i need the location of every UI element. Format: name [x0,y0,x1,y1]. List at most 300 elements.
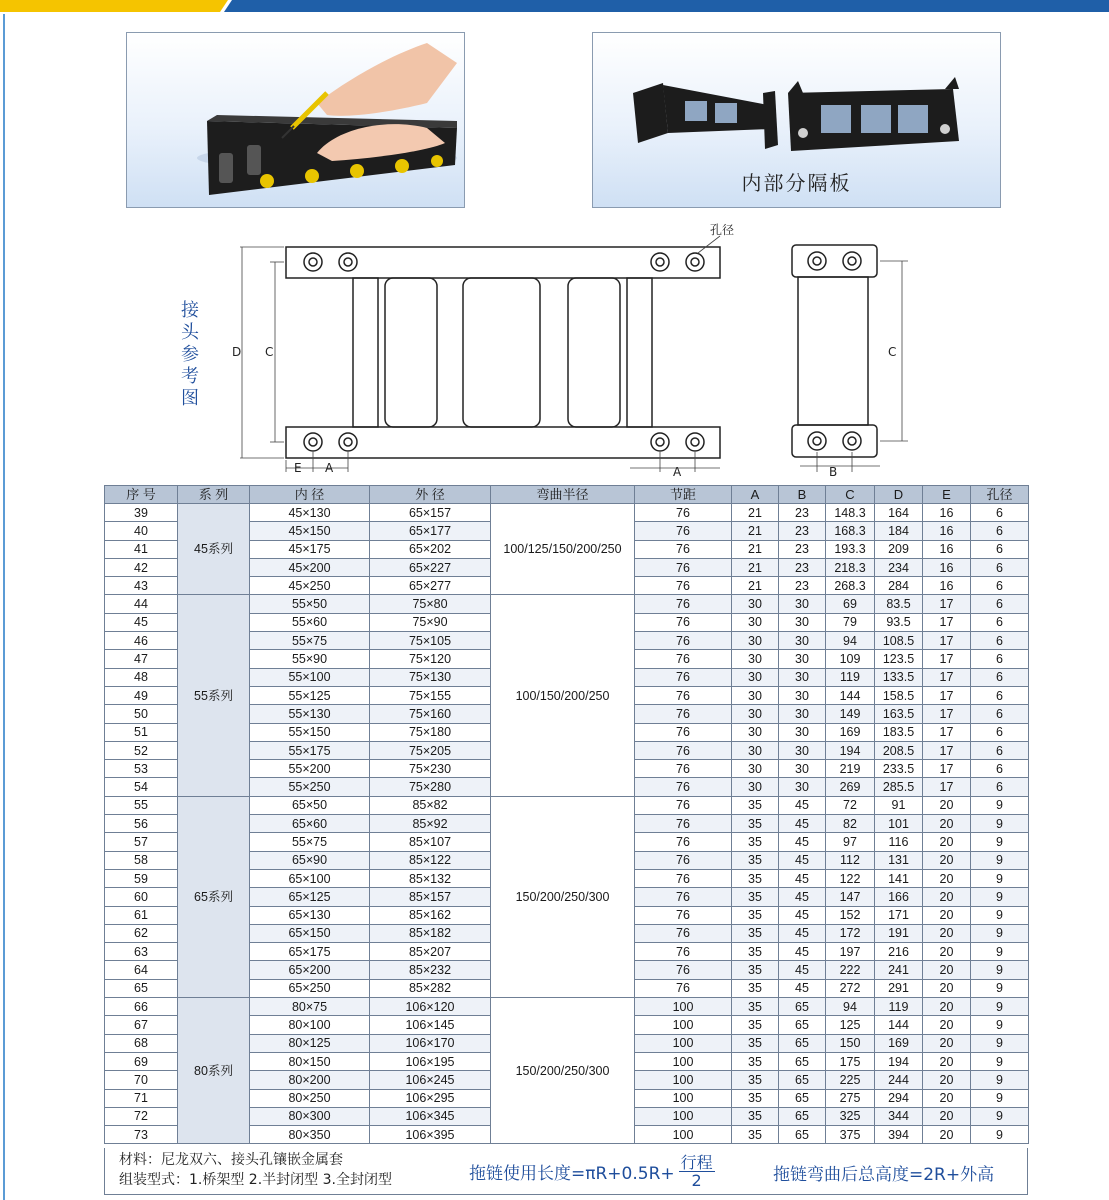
table-cell: 9 [971,906,1029,924]
connector-drawing [220,220,920,482]
table-cell: 45 [779,833,826,851]
table-cell: 6 [971,760,1029,778]
top-stripe [0,0,1109,12]
table-cell: 148.3 [826,504,875,522]
table-cell: 9 [971,1071,1029,1089]
dim-b-label: B [829,465,838,479]
length-formula [469,1154,715,1189]
table-cell: 75×130 [370,668,491,686]
table-cell: 219 [826,760,875,778]
table-cell: 65×125 [250,888,370,906]
table-cell: 65×177 [370,522,491,540]
table-cell: 272 [826,979,875,997]
table-cell: 20 [923,998,971,1016]
table-cell: 40 [105,522,178,540]
table-cell: 65×90 [250,851,370,869]
table-cell: 171 [875,906,923,924]
spec-footer [104,1148,1028,1195]
table-cell: 325 [826,1107,875,1125]
table-cell: 191 [875,924,923,942]
table-cell: 244 [875,1071,923,1089]
table-cell: 30 [779,760,826,778]
table-cell: 83.5 [875,595,923,613]
table-cell: 47 [105,650,178,668]
table-cell: 6 [971,504,1029,522]
table-cell: 65×60 [250,815,370,833]
table-cell: 183.5 [875,723,923,741]
table-cell: 80×75 [250,998,370,1016]
table-cell: 75×155 [370,686,491,704]
table-cell: 69 [105,1052,178,1070]
table-cell: 76 [635,723,732,741]
table-cell: 65 [779,998,826,1016]
table-cell: 45 [779,979,826,997]
table-cell: 106×120 [370,998,491,1016]
table-cell: 16 [923,540,971,558]
table-cell: 61 [105,906,178,924]
title-char: 参 [181,344,199,365]
spec-table [104,485,1029,1144]
table-cell: 76 [635,815,732,833]
table-cell: 234 [875,558,923,576]
table-cell: 291 [875,979,923,997]
table-cell: 75×160 [370,705,491,723]
table-cell: 233.5 [875,760,923,778]
table-cell: 76 [635,833,732,851]
table-cell: 41 [105,540,178,558]
table-cell: 65×157 [370,504,491,522]
table-cell: 208.5 [875,741,923,759]
table-cell: 17 [923,613,971,631]
table-cell: 17 [923,760,971,778]
table-cell: 75×180 [370,723,491,741]
table-cell: 45 [779,869,826,887]
table-row [105,796,1029,814]
table-cell: 85×182 [370,924,491,942]
bend-radius-cell: 100/150/200/250 [491,595,635,796]
table-cell: 20 [923,961,971,979]
table-cell: 9 [971,1034,1029,1052]
table-cell: 85×82 [370,796,491,814]
table-cell: 35 [732,961,779,979]
table-cell: 175 [826,1052,875,1070]
table-cell: 45 [779,796,826,814]
table-cell: 20 [923,851,971,869]
table-cell: 30 [779,741,826,759]
table-cell: 20 [923,1126,971,1144]
table-cell: 9 [971,979,1029,997]
table-cell: 23 [779,540,826,558]
table-cell: 76 [635,577,732,595]
table-cell: 149 [826,705,875,723]
table-cell: 65×250 [250,979,370,997]
table-cell: 35 [732,924,779,942]
dim-c-label-side: C [888,345,897,359]
table-cell: 21 [732,522,779,540]
table-cell: 59 [105,869,178,887]
table-cell: 30 [779,668,826,686]
table-cell: 20 [923,1089,971,1107]
table-cell: 65 [105,979,178,997]
table-cell: 6 [971,577,1029,595]
table-cell: 169 [826,723,875,741]
table-cell: 91 [875,796,923,814]
table-cell: 76 [635,668,732,686]
table-cell: 97 [826,833,875,851]
table-cell: 35 [732,1034,779,1052]
table-cell: 106×245 [370,1071,491,1089]
table-cell: 35 [732,1016,779,1034]
fraction-denominator: 2 [691,1171,702,1190]
table-cell: 35 [732,906,779,924]
table-cell: 66 [105,998,178,1016]
col-header: E [923,486,971,504]
table-cell: 284 [875,577,923,595]
col-header: 外 径 [370,486,491,504]
table-cell: 168.3 [826,522,875,540]
table-cell: 30 [779,595,826,613]
table-cell: 9 [971,815,1029,833]
table-cell: 123.5 [875,650,923,668]
table-cell: 35 [732,1126,779,1144]
table-cell: 106×195 [370,1052,491,1070]
table-cell: 65 [779,1126,826,1144]
table-cell: 85×207 [370,943,491,961]
table-cell: 35 [732,1089,779,1107]
table-cell: 20 [923,815,971,833]
table-cell: 9 [971,888,1029,906]
table-cell: 35 [732,943,779,961]
table-cell: 80×200 [250,1071,370,1089]
table-cell: 76 [635,888,732,906]
table-cell: 55 [105,796,178,814]
table-cell: 70 [105,1071,178,1089]
table-cell: 49 [105,686,178,704]
table-cell: 65×202 [370,540,491,558]
table-cell: 100 [635,1071,732,1089]
table-cell: 294 [875,1089,923,1107]
table-cell: 9 [971,943,1029,961]
title-char: 考 [181,366,199,387]
table-cell: 225 [826,1071,875,1089]
table-cell: 76 [635,686,732,704]
table-cell: 21 [732,577,779,595]
table-cell: 133.5 [875,668,923,686]
col-header: B [779,486,826,504]
table-cell: 45 [779,943,826,961]
table-cell: 46 [105,632,178,650]
table-cell: 48 [105,668,178,686]
footer-notes [119,1150,392,1190]
table-cell: 9 [971,924,1029,942]
table-cell: 100 [635,1107,732,1125]
col-header: 系 列 [178,486,250,504]
table-cell: 101 [875,815,923,833]
table-cell: 20 [923,888,971,906]
table-cell: 45 [779,888,826,906]
table-cell: 75×280 [370,778,491,796]
table-cell: 6 [971,686,1029,704]
separator-caption: 内部分隔板 [741,171,852,195]
height-formula: 拖链弯曲后总高度=2R+外高 [773,1165,995,1185]
table-cell: 76 [635,504,732,522]
table-cell: 23 [779,504,826,522]
table-cell: 44 [105,595,178,613]
table-cell: 100 [635,1089,732,1107]
table-cell: 6 [971,632,1029,650]
table-cell: 72 [826,796,875,814]
col-header: 序 号 [105,486,178,504]
table-cell: 20 [923,924,971,942]
table-cell: 55×100 [250,668,370,686]
table-cell: 45×150 [250,522,370,540]
table-cell: 93.5 [875,613,923,631]
table-cell: 9 [971,961,1029,979]
table-cell: 6 [971,723,1029,741]
fraction-numerator: 行程 [680,1153,713,1172]
table-cell: 35 [732,1107,779,1125]
table-cell: 9 [971,1107,1029,1125]
table-cell: 76 [635,869,732,887]
table-cell: 30 [779,632,826,650]
table-cell: 52 [105,741,178,759]
table-cell: 17 [923,668,971,686]
dim-e-label: E [294,461,302,475]
left-edge-line [3,14,5,1200]
table-cell: 16 [923,577,971,595]
table-cell: 194 [875,1052,923,1070]
table-cell: 82 [826,815,875,833]
table-cell: 45 [779,851,826,869]
table-cell: 30 [732,668,779,686]
table-cell: 285.5 [875,778,923,796]
table-row [105,998,1029,1016]
table-cell: 53 [105,760,178,778]
table-cell: 106×145 [370,1016,491,1034]
table-cell: 76 [635,796,732,814]
table-cell: 30 [779,650,826,668]
table-cell: 58 [105,851,178,869]
table-cell: 55×200 [250,760,370,778]
table-cell: 216 [875,943,923,961]
table-cell: 17 [923,705,971,723]
table-cell: 394 [875,1126,923,1144]
table-cell: 131 [875,851,923,869]
table-cell: 30 [779,613,826,631]
table-cell: 80×100 [250,1016,370,1034]
table-cell: 9 [971,833,1029,851]
col-header: 节距 [635,486,732,504]
table-cell: 35 [732,998,779,1016]
table-cell: 85×132 [370,869,491,887]
table-cell: 21 [732,540,779,558]
table-cell: 51 [105,723,178,741]
table-cell: 76 [635,540,732,558]
table-cell: 193.3 [826,540,875,558]
table-cell: 65 [779,1016,826,1034]
table-cell: 100 [635,1034,732,1052]
table-cell: 76 [635,778,732,796]
table-cell: 17 [923,632,971,650]
table-cell: 35 [732,851,779,869]
connector-reference-title [178,300,202,410]
table-cell: 112 [826,851,875,869]
table-cell: 122 [826,869,875,887]
title-char: 图 [181,388,199,409]
bend-radius-cell: 100/125/150/200/250 [491,504,635,595]
table-cell: 109 [826,650,875,668]
table-cell: 209 [875,540,923,558]
table-cell: 6 [971,705,1029,723]
table-cell: 65 [779,1071,826,1089]
table-cell: 9 [971,1089,1029,1107]
table-cell: 75×90 [370,613,491,631]
table-cell: 241 [875,961,923,979]
table-cell: 20 [923,869,971,887]
table-cell: 62 [105,924,178,942]
table-cell: 85×122 [370,851,491,869]
table-cell: 9 [971,1126,1029,1144]
table-cell: 23 [779,522,826,540]
table-cell: 56 [105,815,178,833]
table-cell: 80×300 [250,1107,370,1125]
table-cell: 85×162 [370,906,491,924]
table-cell: 144 [826,686,875,704]
table-cell: 60 [105,888,178,906]
table-cell: 144 [875,1016,923,1034]
table-cell: 94 [826,998,875,1016]
table-cell: 17 [923,650,971,668]
table-cell: 50 [105,705,178,723]
table-cell: 65×277 [370,577,491,595]
table-cell: 20 [923,943,971,961]
table-cell: 75×105 [370,632,491,650]
table-cell: 344 [875,1107,923,1125]
table-cell: 23 [779,577,826,595]
table-cell: 6 [971,522,1029,540]
table-cell: 35 [732,869,779,887]
table-cell: 375 [826,1126,875,1144]
hole-diameter-label: 孔径 [710,223,735,237]
table-cell: 55×75 [250,632,370,650]
table-cell: 65 [779,1107,826,1125]
table-cell: 85×232 [370,961,491,979]
table-cell: 76 [635,632,732,650]
table-cell: 45×130 [250,504,370,522]
table-cell: 35 [732,888,779,906]
table-cell: 45×175 [250,540,370,558]
table-cell: 45×200 [250,558,370,576]
table-cell: 20 [923,1052,971,1070]
table-cell: 9 [971,796,1029,814]
table-cell: 76 [635,924,732,942]
table-cell: 65 [779,1034,826,1052]
title-char: 接 [181,300,199,321]
dim-d-label: D [232,345,242,359]
table-cell: 73 [105,1126,178,1144]
series-cell: 80系列 [178,998,250,1144]
table-cell: 76 [635,961,732,979]
table-cell: 106×170 [370,1034,491,1052]
table-cell: 100 [635,1052,732,1070]
table-cell: 197 [826,943,875,961]
table-cell: 55×50 [250,595,370,613]
table-cell: 45 [779,961,826,979]
table-cell: 106×295 [370,1089,491,1107]
table-cell: 76 [635,558,732,576]
table-cell: 85×107 [370,833,491,851]
table-cell: 106×395 [370,1126,491,1144]
table-cell: 69 [826,595,875,613]
table-cell: 17 [923,723,971,741]
col-header: C [826,486,875,504]
table-cell: 35 [732,1071,779,1089]
table-cell: 108.5 [875,632,923,650]
series-cell: 65系列 [178,796,250,997]
table-cell: 45×250 [250,577,370,595]
table-cell: 45 [779,924,826,942]
table-cell: 80×250 [250,1089,370,1107]
table-cell: 9 [971,998,1029,1016]
dim-a-label-left: A [325,461,334,475]
table-row [105,595,1029,613]
spec-table-body [105,504,1029,1144]
table-row [105,504,1029,522]
col-header: A [732,486,779,504]
table-cell: 55×130 [250,705,370,723]
table-cell: 20 [923,1071,971,1089]
table-cell: 42 [105,558,178,576]
length-formula-prefix: 拖链使用长度=πR+0.5R+ [469,1164,675,1184]
table-cell: 55×175 [250,741,370,759]
table-cell: 30 [779,686,826,704]
table-cell: 9 [971,1052,1029,1070]
table-cell: 65 [779,1089,826,1107]
table-cell: 275 [826,1089,875,1107]
table-cell: 55×150 [250,723,370,741]
title-char: 头 [181,322,199,343]
table-cell: 35 [732,833,779,851]
table-cell: 169 [875,1034,923,1052]
table-cell: 76 [635,979,732,997]
table-cell: 100 [635,998,732,1016]
table-header-row [105,486,1029,504]
dim-c-label: C [265,345,274,359]
table-cell: 6 [971,668,1029,686]
table-cell: 76 [635,943,732,961]
table-cell: 164 [875,504,923,522]
table-cell: 30 [732,778,779,796]
table-cell: 125 [826,1016,875,1034]
table-cell: 30 [732,632,779,650]
table-cell: 94 [826,632,875,650]
table-cell: 76 [635,650,732,668]
table-cell: 76 [635,522,732,540]
length-formula-fraction [679,1154,715,1189]
table-cell: 80×350 [250,1126,370,1144]
table-cell: 65×227 [370,558,491,576]
table-cell: 80×150 [250,1052,370,1070]
table-cell: 68 [105,1034,178,1052]
table-cell: 6 [971,595,1029,613]
table-cell: 30 [732,723,779,741]
table-cell: 6 [971,650,1029,668]
col-header: D [875,486,923,504]
table-cell: 100 [635,1016,732,1034]
table-cell: 54 [105,778,178,796]
table-cell: 119 [875,998,923,1016]
table-cell: 55×250 [250,778,370,796]
